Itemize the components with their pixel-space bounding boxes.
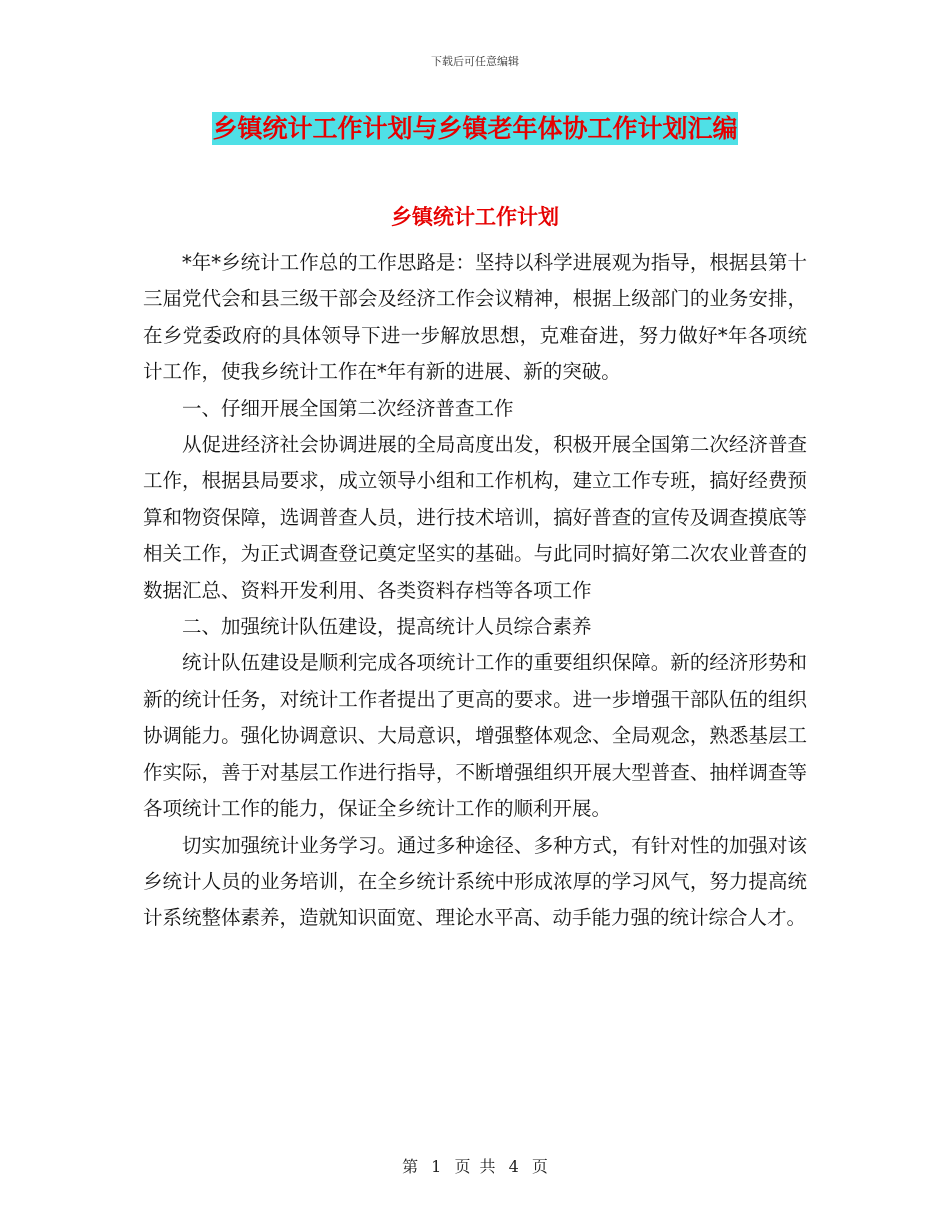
footer-page-number: 1 [431, 1157, 442, 1176]
paragraph-2: 统计队伍建设是顺利完成各项统计工作的重要组织保障。新的经济形势和新的统计任务，对统计工作者提出了更高的要求。进一步增强干部队伍的组织协调能力。强化协调意识、大局意识，增强整体观念、全局观念，熟悉基层工作实际，善于对基层工作进行指导，不断增强组织开展大型普查、抽样调查等各项统计工作的能力，保证全乡统计工作的顺利开展。 [143, 651, 807, 821]
document-body [143, 245, 807, 937]
document-title [0, 112, 950, 146]
document-title-text: 乡镇统计工作计划与乡镇老年体协工作计划汇编 [212, 114, 738, 143]
page-footer [0, 1154, 950, 1177]
footer-total-pages: 4 [508, 1157, 519, 1176]
paragraph-intro: *年*乡统计工作总的工作思路是：坚持以科学进展观为指导，根据县第十三届党代会和县三级干部会及经济工作会议精神，根据上级部门的业务安排，在乡党委政府的具体领导下进一步解放思想，克难奋进，努力做好*年各项统计工作，使我乡统计工作在*年有新的进展、新的突破。 [143, 251, 807, 384]
header-note: 下载后可任意编辑 [431, 55, 519, 68]
footer-prefix: 第 [402, 1157, 419, 1176]
heading-1: 一、仔细开展全国第二次经济普查工作 [182, 396, 514, 420]
heading-2: 二、加强统计队伍建设，提高统计人员综合素养 [182, 615, 592, 639]
footer-suffix: 页 [531, 1157, 548, 1176]
paragraph-3: 切实加强统计业务学习。通过多种途径、多种方式，有针对性的加强对该乡统计人员的业务培训，在全乡统计系统中形成浓厚的学习风气，努力提高统计系统整体素养，造就知识面宽、理论水平高、动手能力强的统计综合人才。 [143, 833, 807, 930]
paragraph-1: 从促进经济社会协调进展的全局高度出发，积极开展全国第二次经济普查工作，根据县局要求，成立领导小组和工作机构，建立工作专班，搞好经费预算和物资保障，选调普查人员，进行技术培训，搞好普查的宣传及调查摸底等相关工作，为正式调查登记奠定坚实的基础。与此同时搞好第二次农业普查的数据汇总、资料开发利用、各类资料存档等各项工作 [143, 433, 807, 602]
section-title: 乡镇统计工作计划 [391, 204, 559, 229]
footer-middle: 页 共 [454, 1157, 496, 1176]
